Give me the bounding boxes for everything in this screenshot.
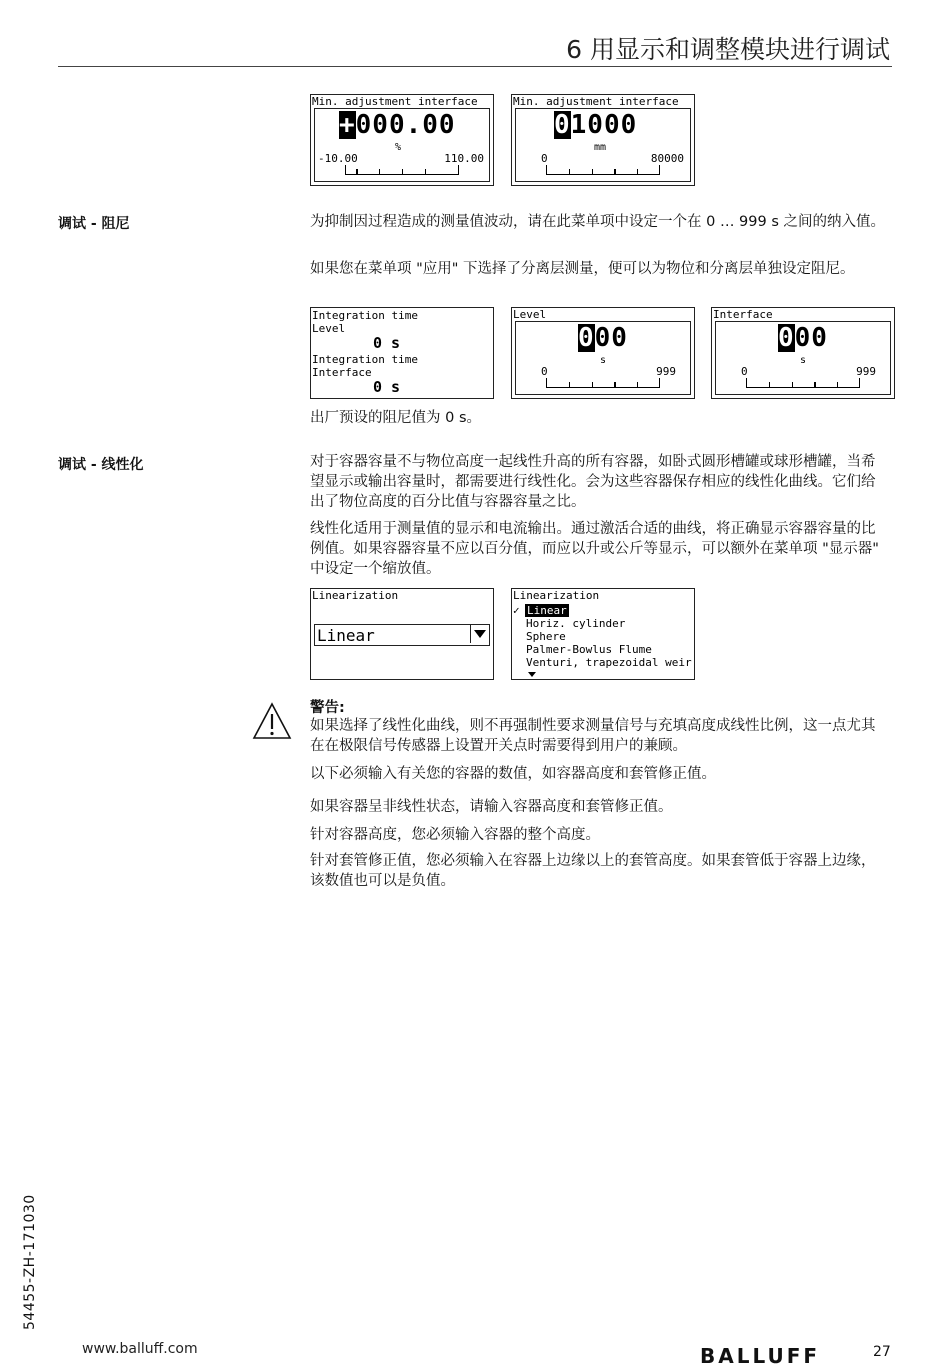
lcd-value-digits: 00	[794, 323, 828, 353]
lcd-scale-max: 110.00	[444, 152, 484, 165]
axis-tick	[379, 169, 380, 174]
axis-tick	[614, 382, 615, 387]
checkmark-icon: ✓	[513, 604, 520, 617]
lcd-title: Linearization	[312, 589, 399, 602]
linearization-para-6: 针对套管修正值，您必须输入在容器上边缘以上的套管高度。如果套管低于容器上边缘，该数值也可以是负值。	[310, 853, 876, 889]
warning-triangle-icon	[252, 702, 292, 740]
lcd-unit: mm	[594, 142, 607, 153]
linearization-para-3: 以下必须输入有关您的容器的数值，如容器高度和套管修正值。	[310, 766, 716, 782]
balluff-logo: BALLUFF	[700, 1344, 821, 1368]
axis-tick	[425, 169, 426, 174]
section-title-linearization: 调试 - 线性化	[58, 457, 144, 473]
option-linear[interactable]: Linear	[527, 604, 567, 617]
axis-tick	[614, 169, 615, 174]
document-code: 54455-ZH-171030	[22, 1194, 38, 1330]
lcd-scale-max: 999	[656, 365, 676, 378]
option-venturi[interactable]: Venturi, trapezoidal weir	[526, 656, 692, 669]
lcd-line: Level	[312, 322, 346, 335]
chevron-down-icon[interactable]	[470, 625, 489, 643]
lcd-value	[778, 324, 828, 352]
lcd-value-digits: 000.00	[355, 110, 456, 140]
axis-tick	[345, 165, 346, 174]
page-number: 27	[873, 1344, 891, 1360]
axis-tick	[402, 169, 403, 174]
linearization-para-1: 对于容器容量不与物位高度一起线性升高的所有容器，如卧式圆形槽罐或球形槽罐，当希望显示或输出容量时，都需要进行线性化。会为这些容器保存相应的线性化曲线。它们给出了物位高度的百分比值与容器容量之比。	[310, 454, 876, 510]
lcd-title: Level	[513, 308, 547, 321]
lcd-scale-max: 80000	[650, 152, 684, 165]
lcd-min-adjust-mm	[511, 94, 695, 186]
scroll-down-icon[interactable]	[528, 672, 536, 677]
lcd-scale-max: 999	[856, 365, 876, 378]
lcd-interface-damping	[711, 307, 895, 399]
lcd-unit: s	[800, 355, 807, 366]
lcd-title: Interface	[713, 308, 773, 321]
lcd-line: Integration time	[312, 309, 418, 322]
linearization-para-4: 如果容器呈非线性状态，请输入容器高度和套管修正值。	[310, 799, 673, 815]
warning-title: 警告:	[310, 700, 345, 716]
axis-tick	[569, 382, 570, 387]
lcd-inner-frame	[515, 108, 691, 182]
lcd-scale-axis	[746, 381, 860, 388]
header-divider	[58, 66, 892, 67]
lcd-value-level: 0 s	[373, 334, 401, 352]
lcd-value	[554, 111, 637, 139]
linearization-para-2: 线性化适用于测量值的显示和电流输出。通过激活合适的曲线，将正确显示容器容量的比例值。如果容器容量不应以百分值，而应以升或公斤等显示，可以额外在菜单项 "显示器" 中设定一个缩放值。	[310, 521, 879, 577]
axis-tick	[356, 169, 357, 174]
lcd-line: Interface	[312, 366, 372, 379]
axis-tick	[592, 382, 593, 387]
axis-tick	[546, 165, 547, 174]
page-header-title: 6 用显示和调整模块进行调试	[566, 35, 890, 64]
lcd-cursor: 0	[578, 323, 595, 353]
axis-tick	[746, 378, 747, 387]
lcd-scale-min: 0	[541, 152, 548, 165]
lcd-scale-axis	[546, 168, 660, 175]
axis-tick	[769, 382, 770, 387]
lcd-title: Linearization	[513, 589, 600, 602]
linearization-para-5: 针对容器高度，您必须输入容器的整个高度。	[310, 827, 600, 843]
lcd-value	[578, 324, 628, 352]
warning-text: 如果选择了线性化曲线，则不再强制性要求测量信号与充填高度成线性比例，这一点尤其在在极限信号传感器上设置开关点时需要得到用户的兼顾。	[310, 718, 876, 754]
lcd-line: Integration time	[312, 353, 418, 366]
lcd-title: Min. adjustment interface	[513, 95, 679, 108]
lcd-inner-frame	[314, 108, 490, 182]
axis-tick	[546, 378, 547, 387]
lcd-integration-time-list	[310, 307, 494, 399]
option-horiz-cylinder[interactable]: Horiz. cylinder	[526, 617, 626, 630]
axis-tick	[837, 382, 838, 387]
lcd-cursor: +	[339, 110, 356, 140]
damping-para-1: 为抑制因过程造成的测量值波动，请在此菜单项中设定一个在 0 … 999 s 之间的纳入值。	[310, 214, 885, 230]
lcd-value-digits: 1000	[570, 110, 638, 140]
lcd-linearization-options	[511, 588, 695, 680]
axis-tick	[569, 169, 570, 174]
lcd-unit: s	[600, 355, 607, 366]
lcd-linearization-select	[310, 588, 494, 680]
option-palmer-bowlus[interactable]: Palmer-Bowlus Flume	[526, 643, 652, 656]
lcd-scale-min: 0	[741, 365, 748, 378]
damping-default-note: 出厂预设的阻尼值为 0 s。	[310, 410, 481, 426]
lcd-scale-min: 0	[541, 365, 548, 378]
axis-tick	[637, 382, 638, 387]
lcd-cursor: 0	[778, 323, 795, 353]
lcd-min-adjust-percent	[310, 94, 494, 186]
linearization-dropdown[interactable]	[314, 624, 490, 646]
lcd-scale-axis	[546, 381, 660, 388]
axis-tick	[458, 165, 459, 174]
lcd-value	[339, 111, 456, 139]
lcd-inner-frame	[715, 321, 891, 395]
axis-tick	[814, 382, 815, 387]
lcd-title: Min. adjustment interface	[312, 95, 478, 108]
option-sphere[interactable]: Sphere	[526, 630, 566, 643]
axis-tick	[792, 382, 793, 387]
lcd-inner-frame	[515, 321, 691, 395]
axis-tick	[859, 378, 860, 387]
footer-url: www.balluff.com	[82, 1341, 198, 1357]
section-title-damping: 调试 - 阻尼	[58, 216, 130, 232]
lcd-scale-min: -10.00	[318, 152, 358, 165]
damping-para-2: 如果您在菜单项 "应用" 下选择了分离层测量，便可以为物位和分离层单独设定阻尼。	[310, 261, 855, 277]
axis-tick	[592, 169, 593, 174]
lcd-value-interface: 0 s	[373, 378, 401, 396]
dropdown-value: Linear	[317, 626, 375, 645]
lcd-unit: %	[395, 142, 402, 153]
lcd-cursor: 0	[554, 110, 571, 140]
axis-tick	[659, 378, 660, 387]
axis-tick	[637, 169, 638, 174]
lcd-scale-axis	[345, 168, 459, 175]
lcd-value-digits: 00	[594, 323, 628, 353]
axis-tick	[659, 165, 660, 174]
lcd-level-damping	[511, 307, 695, 399]
